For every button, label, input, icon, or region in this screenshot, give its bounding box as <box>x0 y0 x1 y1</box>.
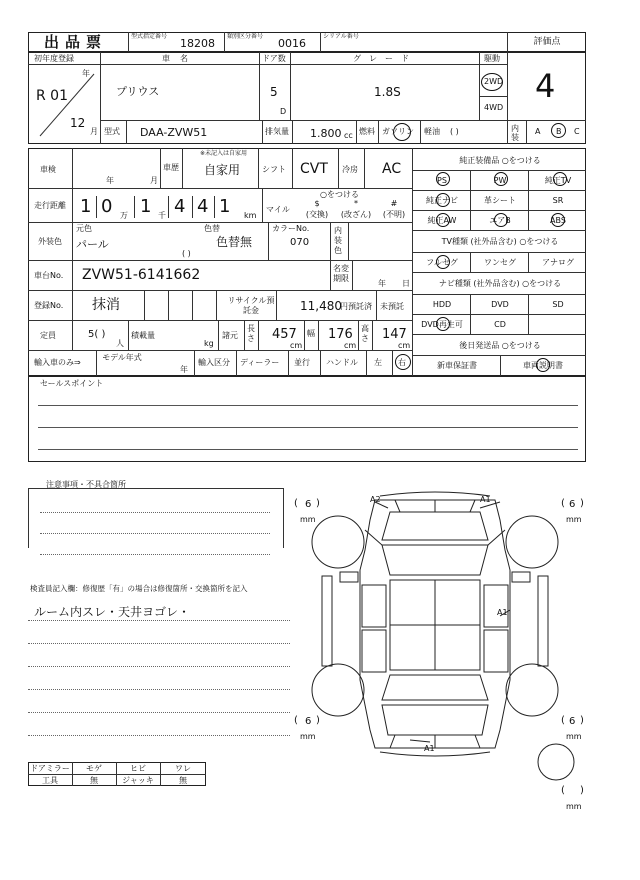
fuel-diesel: 軽油 <box>424 127 440 136</box>
recycle-value: 11,480 <box>300 299 342 313</box>
tire-rr-close: ) <box>580 715 584 726</box>
equip-title: 純正装備品 ○をつける <box>459 156 541 165</box>
notes-label: 注意事項・不具合箇所 <box>46 480 126 489</box>
notes-bracket-end <box>276 488 284 548</box>
spare-tire <box>536 742 576 782</box>
repaint-paren: ( ) <box>182 249 191 258</box>
tire-rr-unit: mm <box>566 732 582 741</box>
navi-sd: SD <box>552 300 564 309</box>
import-parallel: 並行 <box>294 358 310 367</box>
spare-open: ( <box>561 785 565 796</box>
navi-dvd: DVD <box>491 300 509 309</box>
door-suffix: D <box>280 107 287 116</box>
interior-a: A <box>535 127 541 136</box>
inspection-label: 車検 <box>40 165 56 174</box>
interior-b-circle <box>551 123 566 138</box>
import-dealer: ディーラー <box>240 358 280 367</box>
orig-color-label: 元色 <box>76 224 92 233</box>
import-right: 右 <box>398 358 406 367</box>
fuel-circle <box>393 123 411 141</box>
legend-tool-val: 無 <box>90 776 98 785</box>
navi-cd: CD <box>494 320 506 329</box>
mileage-label: 走行距離 <box>34 201 66 210</box>
mileage-digit-2: 0 <box>101 196 113 217</box>
import-model-year: モデル年式 <box>102 353 142 362</box>
car-name-value: プリウス <box>116 85 160 98</box>
inspector-text: ルーム内スレ・天井ヨゴレ・ <box>34 605 191 619</box>
legend-break: ワレ <box>175 764 191 773</box>
mileage-unit: km <box>244 211 257 220</box>
grade-value: 1.8S <box>374 85 401 99</box>
repaint-label: 色替 <box>204 224 220 233</box>
legend-mirror-val: モゲ <box>86 764 102 773</box>
tv-oneseg: ワンセグ <box>484 258 516 267</box>
tire-fr-open: ( <box>561 498 565 509</box>
mileage-digit-6: 1 <box>219 196 231 217</box>
type-cert-value: 18208 <box>180 37 215 50</box>
later-manual: 車両説明書 <box>523 361 563 370</box>
expiry-day: 日 <box>402 279 410 288</box>
legend-mirror: ドアミラー <box>30 764 70 773</box>
equip-tv-circle <box>553 172 567 186</box>
mileage-star-note: (改ざん) <box>340 210 372 219</box>
fuel-gasoline: ガソリン <box>382 127 414 136</box>
import-label: 輸入車のみ⇒ <box>34 358 81 367</box>
tire-fr-value: 6 <box>569 499 576 510</box>
tire-rl-open: ( <box>294 715 298 726</box>
tire-rr-open: ( <box>561 715 565 726</box>
equip-aw: 純正AW <box>427 216 457 225</box>
tire-fl-value: 6 <box>305 499 312 510</box>
aircon-label: 冷房 <box>342 165 358 174</box>
equip-airbag: エアB <box>489 216 511 225</box>
fuel-paren: ( ) <box>450 127 459 136</box>
sales-point-label: セールスポイント <box>40 379 104 388</box>
mileage-digit-5: 4 <box>197 196 209 217</box>
tire-fr-close: ) <box>580 498 584 509</box>
drive-2wd: 2WD <box>484 77 504 86</box>
mileage-digit-1: 1 <box>80 196 92 217</box>
history-value: 自家用 <box>204 163 241 177</box>
height-value: 147 <box>382 327 407 342</box>
history-label: 車歴 <box>163 163 179 172</box>
disp-value: 1.800 <box>310 127 342 140</box>
legend-tool: 工具 <box>42 776 58 785</box>
era-year: R 01 <box>36 88 68 104</box>
damage-a1-side: A1 <box>497 608 508 617</box>
equip-leather: 革シート <box>484 196 516 205</box>
doors-label: ドア数 <box>262 54 286 63</box>
equip-navi-circle <box>436 193 450 207</box>
aircon-value: AC <box>382 161 402 177</box>
expiry-label: 名変期限 <box>333 264 349 283</box>
tire-rl-value: 6 <box>305 716 312 727</box>
serial-label: シリアル番号 <box>323 33 359 40</box>
equip-navi: 純正ナビ <box>426 196 458 205</box>
navi-dvd-play-circle <box>436 317 450 331</box>
drive-4wd: 4WD <box>484 103 504 112</box>
length-label: 長さ <box>247 324 255 343</box>
car-diagram <box>300 490 570 760</box>
interior-label: 内装 <box>511 124 519 142</box>
interior-c: C <box>574 127 580 136</box>
equip-ps: PS <box>437 176 447 185</box>
history-note: ※未記入は自家用 <box>200 150 248 157</box>
mileage-star: * <box>354 199 358 208</box>
recycle-unpaid: 未預託 <box>380 302 404 311</box>
recycle-label-text: リサイクル預託金 <box>227 296 275 315</box>
class-no-value: 0016 <box>278 37 306 50</box>
mileage-dollar-note: (交換) <box>305 210 329 219</box>
tire-rr-value: 6 <box>569 716 576 727</box>
navi-title: ナビ種類 (社外品含む) ○をつける <box>438 279 562 288</box>
disp-label: 排気量 <box>265 127 289 136</box>
later-manual-circle <box>536 358 550 372</box>
shift-label: シフト <box>262 165 286 174</box>
import-class-label: 輸入区分 <box>198 358 230 367</box>
chassis-label: 車台No. <box>34 271 64 280</box>
legend-jack-val: 無 <box>179 776 187 785</box>
car-name-label: 車名 <box>162 54 198 63</box>
equip-sr: SR <box>552 196 564 205</box>
interior-b: B <box>556 127 562 136</box>
expiry-year: 年 <box>378 279 386 288</box>
insp-month-unit: 月 <box>150 176 158 185</box>
shift-value: CVT <box>300 161 328 177</box>
length-unit: cm <box>290 341 303 350</box>
tv-analog: アナログ <box>542 258 574 267</box>
tire-rl-close: ) <box>316 715 320 726</box>
load-label: 積載量 <box>131 331 155 340</box>
mileage-man: 万 <box>120 211 128 220</box>
tire-fl-unit: mm <box>300 515 316 524</box>
damage-a1-front: A1 <box>480 495 491 504</box>
later-warranty: 新車保証書 <box>437 361 477 370</box>
recycle-suffix: 円預託済 <box>340 302 372 311</box>
sheet-title: 出品票 <box>44 33 108 51</box>
model-label: 型式 <box>104 127 120 136</box>
capacity-unit: 人 <box>116 339 124 348</box>
height-unit: cm <box>398 341 411 350</box>
legend-jack: ジャッキ <box>122 776 154 785</box>
height-label: 高さ <box>361 324 369 343</box>
mileage-note: ○をつける <box>320 190 359 199</box>
equip-aw-circle <box>436 213 450 227</box>
notes-bracket <box>28 488 284 548</box>
capacity-value: 5( ) <box>88 329 106 340</box>
navi-dvd-play: DVD再生可 <box>421 320 463 329</box>
damage-a2: A2 <box>370 495 381 504</box>
orig-color-value: パール <box>76 238 109 251</box>
chassis-value: ZVW51-6141662 <box>82 267 201 283</box>
equip-pw-circle <box>494 172 508 186</box>
tire-rl-unit: mm <box>300 732 316 741</box>
mileage-mile: マイル <box>266 205 290 214</box>
class-no-label: 類別区分番号 <box>227 33 264 40</box>
later-title: 後日発送品 ○をつける <box>459 341 541 350</box>
spare-unit: mm <box>566 802 582 811</box>
equip-pw: PW <box>493 176 507 185</box>
drive-label: 駆動 <box>484 54 500 63</box>
mileage-hash-note: (不明) <box>382 210 406 219</box>
repaint-value: 色替無 <box>216 235 253 249</box>
equip-airbag-circle <box>494 213 508 227</box>
navi-hdd: HDD <box>432 300 452 309</box>
width-unit: cm <box>344 341 357 350</box>
mileage-digit-4: 4 <box>174 196 186 217</box>
width-value: 176 <box>328 327 353 342</box>
type-cert-label: 型式指定番号 <box>131 33 168 40</box>
drive-2wd-circle <box>481 73 503 91</box>
mileage-sen: 千 <box>158 211 166 220</box>
tire-fl-close: ) <box>316 498 320 509</box>
reg-label: 登録No. <box>34 301 64 310</box>
tire-fl-open: ( <box>294 498 298 509</box>
year-unit: 年 <box>82 69 90 78</box>
inspector-label: 検査員記入欄：修復歴「有」の場合は修復箇所・交換箇所を記入 <box>30 584 248 593</box>
equip-tv: 純正TV <box>544 176 572 185</box>
tv-fullseg: フルセグ <box>426 258 458 267</box>
tv-fullseg-circle <box>436 255 450 269</box>
equip-abs-circle <box>551 213 565 227</box>
color-label: 外装色 <box>38 237 62 246</box>
mileage-digit-3: 1 <box>140 196 152 217</box>
damage-a1-rear: A1 <box>424 744 435 753</box>
mileage-dollar: $ <box>314 199 320 208</box>
width-label: 幅 <box>307 329 315 338</box>
score-label: 評価点 <box>533 37 561 47</box>
mileage-hash: # <box>390 199 398 208</box>
dims-label: 諸元 <box>222 331 238 340</box>
disp-unit: cc <box>344 131 353 140</box>
legend-crack: ヒビ <box>130 764 146 773</box>
fuel-label: 燃料 <box>359 127 375 136</box>
load-unit: kg <box>204 339 214 348</box>
score-value: 4 <box>535 67 556 105</box>
interior-color-label: 内装色 <box>334 226 342 255</box>
import-handle: ハンドル <box>326 358 358 367</box>
spare-close: ) <box>580 785 584 796</box>
model-value: DAA-ZVW51 <box>140 126 208 139</box>
length-value: 457 <box>272 327 297 342</box>
insp-year-unit: 年 <box>106 176 114 185</box>
capacity-label: 定員 <box>40 331 56 340</box>
tire-fr-unit: mm <box>566 515 582 524</box>
first-reg-label: 初年度登録 <box>34 54 74 63</box>
month-unit: 月 <box>90 127 98 136</box>
grade-label: グレード <box>353 54 417 63</box>
reg-month: 12 <box>70 116 86 130</box>
reg-value: 抹消 <box>92 297 120 313</box>
header-box <box>28 32 586 52</box>
tv-title: TV種類 (社外品含む) ○をつける <box>441 237 559 246</box>
equip-ps-circle <box>436 172 450 186</box>
doors-value: 5 <box>270 85 278 99</box>
color-code-label: カラーNo. <box>272 224 310 233</box>
handle-right-circle <box>395 354 411 370</box>
equip-abs: ABS <box>550 216 566 225</box>
color-code-value: 070 <box>290 237 310 248</box>
import-left: 左 <box>374 358 382 367</box>
import-year-unit: 年 <box>180 365 188 374</box>
